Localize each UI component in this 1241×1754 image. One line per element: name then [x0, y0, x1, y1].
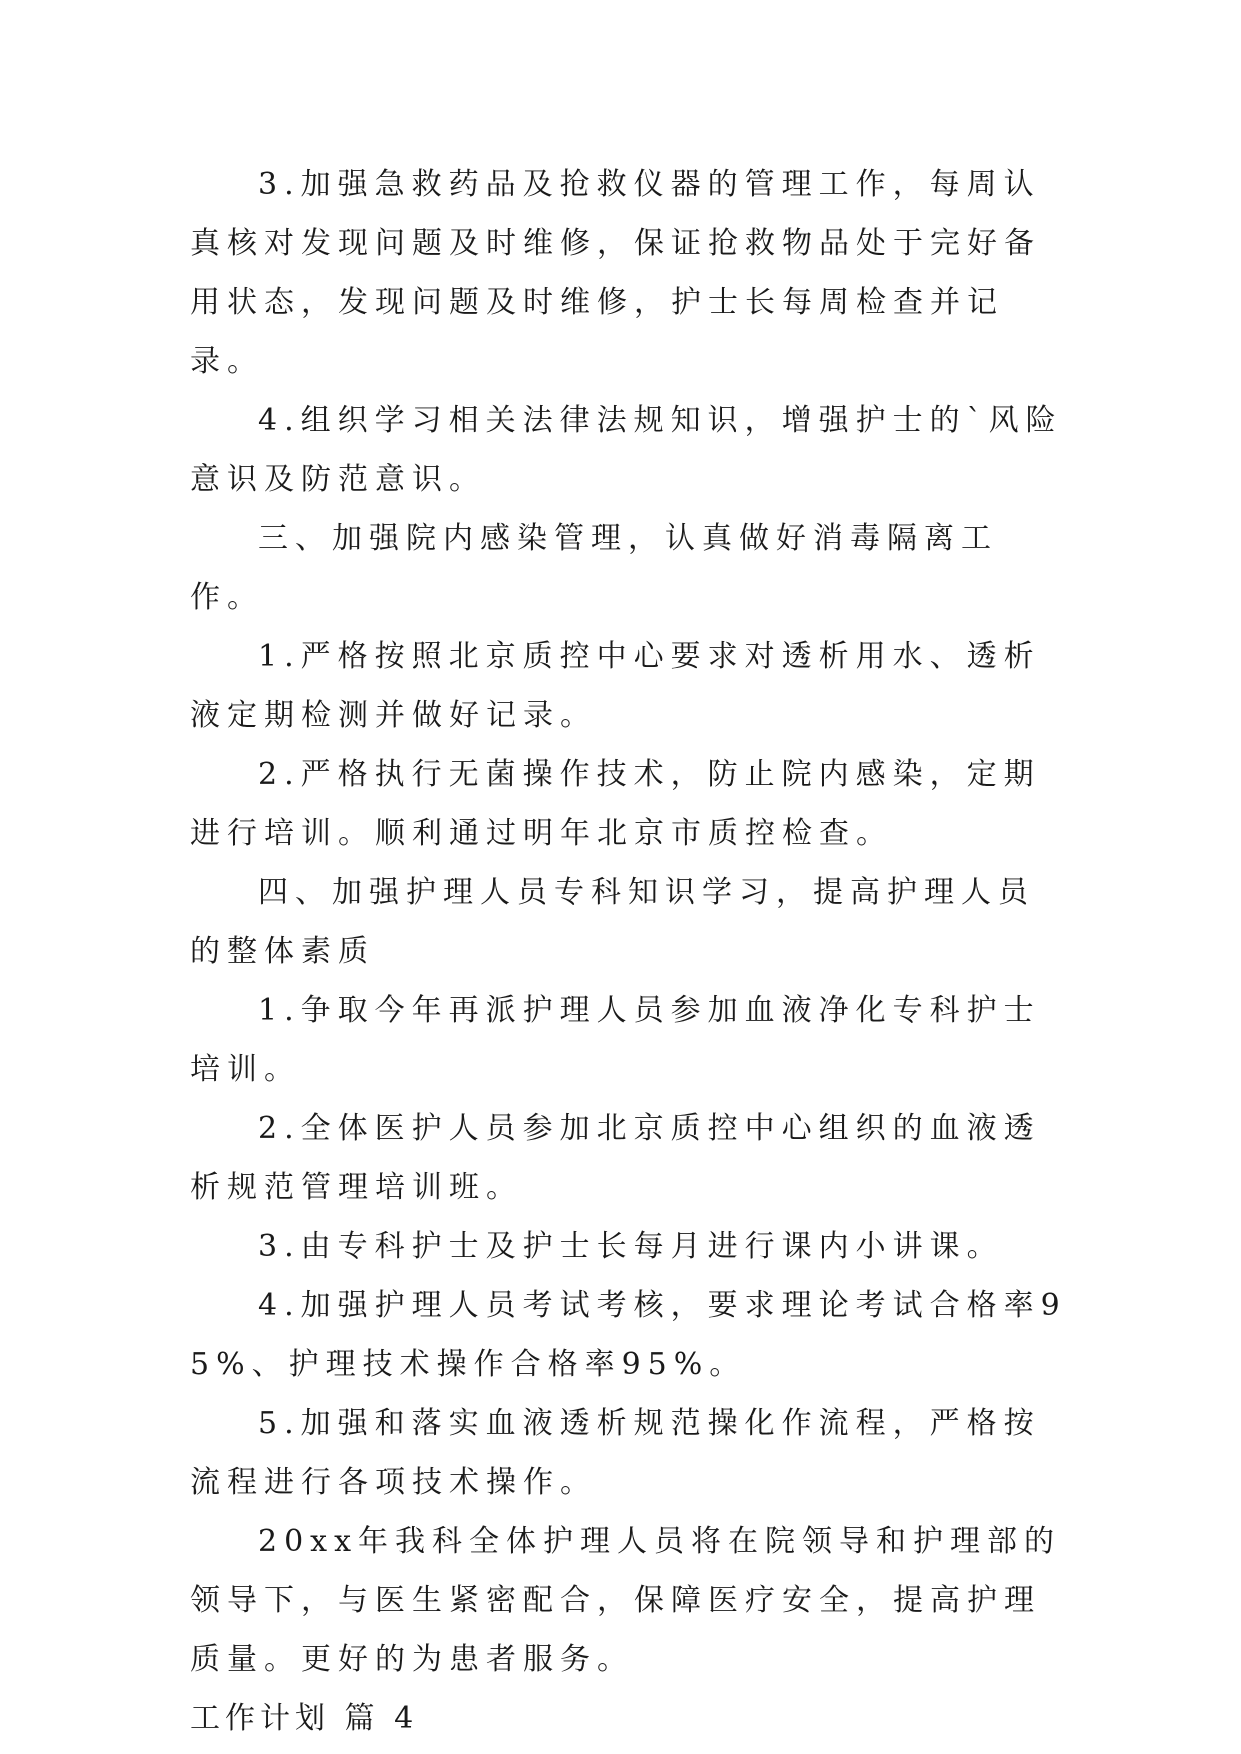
paragraph-5-procedures: 5.加强和落实血液透析规范操化作流程，严格按流程进行各项技术操作。 — [190, 1406, 1041, 1500]
paragraph-1-water-testing: 1.严格按照北京质控中心要求对透析用水、透析液定期检测并做好记录。 — [190, 639, 1041, 733]
paragraph-1-specialist-training: 1.争取今年再派护理人员参加血液净化专科护士培训。 — [190, 993, 1041, 1087]
paragraph-4-exams: 4.加强护理人员考试考核，要求理论考试合格率95%、护理技术操作合格率95%。 — [190, 1288, 1067, 1382]
paragraph-closing-summary: 20xx年我科全体护理人员将在院领导和护理部的领导下，与医生紧密配合，保障医疗安全，提高护理质量。更好的为患者服务。 — [190, 1524, 1062, 1677]
section-4-heading: 四、加强护理人员专科知识学习，提高护理人员的整体素质 — [190, 875, 1035, 969]
paragraph-3-lectures: 3.由专科护士及护士长每月进行课内小讲课。 — [258, 1229, 1004, 1264]
section-3-heading: 三、加强院内感染管理，认真做好消毒隔离工作。 — [190, 521, 998, 615]
paragraph-3-emergency-equipment: 3.加强急救药品及抢救仪器的管理工作，每周认真核对发现问题及时维修，保证抢救物品处于完好备用状态，发现问题及时维修，护士长每周检查并记录。 — [190, 167, 1041, 379]
paragraph-2-training-class: 2.全体医护人员参加北京质控中心组织的血液透析规范管理培训班。 — [190, 1111, 1041, 1205]
document-body — [190, 155, 1070, 1748]
section-title-plan-4: 工作计划 篇 4 — [190, 1701, 419, 1736]
paragraph-4-legal-training: 4.组织学习相关法律法规知识，增强护士的`风险意识及防范意识。 — [190, 403, 1063, 497]
paragraph-2-aseptic-technique: 2.严格执行无菌操作技术，防止院内感染，定期进行培训。顺利通过明年北京市质控检查。 — [190, 757, 1041, 851]
